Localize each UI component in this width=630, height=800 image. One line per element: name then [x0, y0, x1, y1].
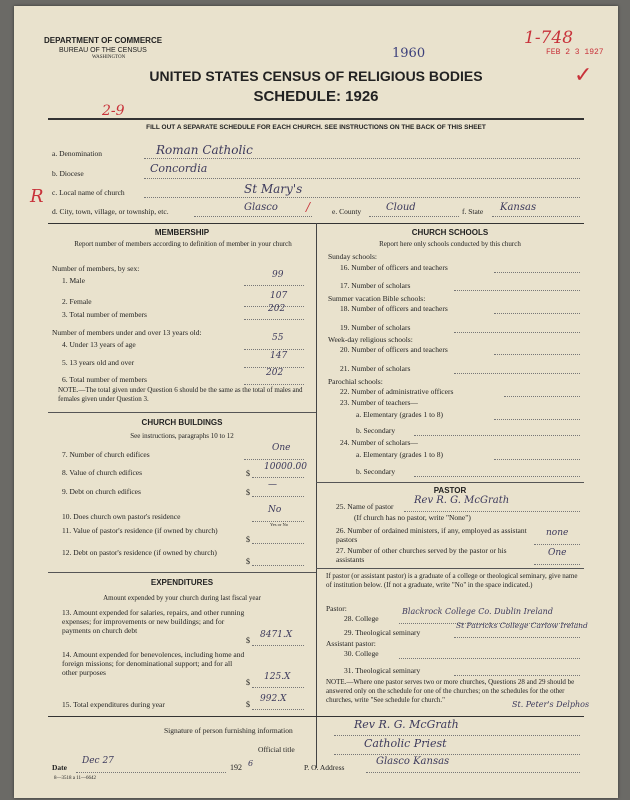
schools-row-16: 16. Number of officers and teachers — [340, 263, 448, 272]
buildings-residence-own-label: 10. Does church own pastor's residence — [62, 512, 181, 521]
pastor-heading: PASTOR — [433, 486, 467, 495]
pastor-name-label: 25. Name of pastor — [336, 502, 394, 511]
buildings-heading: CHURCH BUILDINGS — [141, 418, 223, 427]
department-label: DEPARTMENT OF COMMERCE — [44, 36, 163, 45]
schools-row-21: 21. Number of scholars — [340, 364, 411, 373]
schools-row-19: 19. Number of scholars — [340, 323, 411, 332]
bureau-label: BUREAU OF THE CENSUS — [59, 47, 147, 54]
dollar-sign-9: $ — [246, 488, 250, 497]
schools-row-18: 18. Number of officers and teachers — [340, 304, 448, 313]
field-diocese-value: Concordia — [150, 162, 208, 175]
membership-total6-value: 202 — [266, 368, 284, 378]
expenditures-benevolences-value: 125.X — [264, 672, 291, 682]
pastor-college-value: Blackrock College Co. Dublin Ireland — [402, 607, 553, 616]
pastor-churches-value: One — [548, 548, 567, 558]
handwritten-code: 2-9 — [102, 103, 125, 119]
official-title-value: Catholic Priest — [364, 737, 447, 750]
field-city-label: d. City, town, village, or township, etc. — [52, 207, 169, 216]
schools-row-24: 24. Number of scholars— — [340, 438, 418, 447]
schools-row-23b: b. Secondary — [356, 426, 396, 435]
date-label: Date — [52, 763, 67, 772]
membership-note: NOTE.—The total given under Question 6 should be the same as the total of males and females given under Question 3. — [58, 386, 303, 403]
field-county-value: Cloud — [386, 202, 416, 213]
schools-row-23a: a. Elementary (grades 1 to 8) — [356, 410, 444, 419]
dollar-sign-13: $ — [246, 636, 250, 645]
field-church-name-value: St Mary's — [244, 182, 303, 196]
buildings-edifices-label: 7. Number of church edifices — [62, 450, 150, 459]
field-county-label: e. County — [332, 207, 362, 216]
buildings-debt-label: 9. Debt on church edifices — [62, 487, 141, 496]
schools-row-24a: a. Elementary (grades 1 to 8) — [356, 450, 444, 459]
pastor-name-value: Rev R. G. McGrath — [414, 495, 510, 506]
membership-male-label: 1. Male — [62, 276, 85, 285]
census-schedule-sheet — [14, 6, 618, 798]
washington-label: WASHINGTON — [92, 55, 126, 60]
buildings-value-value: 10000.00 — [264, 462, 307, 472]
dollar-sign-12: $ — [246, 557, 250, 566]
pastor-ministers-value: none — [546, 528, 569, 538]
schools-parochial-label: Parochial schools: — [328, 377, 383, 386]
membership-heading: MEMBERSHIP — [154, 228, 210, 237]
buildings-instruction: See instructions, paragraphs 10 to 12 — [130, 432, 234, 440]
membership-total-label: 3. Total number of members — [62, 310, 147, 319]
expenditures-intro: Amount expended by your church during last fiscal year — [103, 594, 261, 602]
buildings-edifices-value: One — [272, 443, 291, 453]
pastor-graduate-note: If pastor (or assistant pastor) is a graduate of a college or theological seminary, give name of institution below. (If not a graduate, write "No" in the space indicated.) — [326, 572, 578, 589]
schools-sunday-label: Sunday schools: — [328, 252, 377, 261]
schools-row-23: 23. Number of teachers— — [340, 398, 418, 407]
field-denomination-label: a. Denomination — [52, 149, 102, 158]
field-city-value: Glasco — [244, 202, 278, 213]
membership-female-label: 2. Female — [62, 297, 92, 306]
check-mark: ✓ — [574, 62, 593, 87]
signature-value: Rev R. G. McGrath — [354, 718, 459, 731]
assistant-pastor-label: Assistant pastor: — [326, 639, 376, 648]
expenditures-total-value: 992.X — [260, 694, 287, 704]
dollar-sign-14: $ — [246, 678, 250, 687]
buildings-residence-debt-label: 12. Debt on pastor's residence (if owned by church) — [62, 548, 217, 557]
membership-male-value: 99 — [272, 270, 284, 280]
pastor-churches-label: 27. Number of other churches served by the pastor or his assistants — [336, 546, 507, 564]
field-diocese-label: b. Diocese — [52, 169, 84, 178]
assistant-seminary-label: 31. Theological seminary — [344, 666, 421, 675]
expenditures-salaries-value: 8471.X — [260, 630, 293, 640]
membership-sex-label: Number of members, by sex: — [52, 264, 140, 273]
schools-intro: Report here only schools conducted by this church — [379, 240, 521, 248]
schools-heading: CHURCH SCHOOLS — [411, 228, 489, 237]
schools-row-17: 17. Number of scholars — [340, 281, 411, 290]
expenditures-total-label: 15. Total expenditures during year — [62, 700, 165, 709]
buildings-residence-value-label: 11. Value of pastor's residence (if owned by church) — [62, 526, 218, 535]
membership-intro: Report number of members according to definition of member in your church — [74, 240, 292, 248]
date-value: Dec 27 — [82, 756, 114, 766]
stamp-number: 1960 — [392, 46, 426, 61]
city-check-mark: / — [306, 200, 311, 214]
pastor-seminary-value: St Patricks College Carlow Ireland — [456, 621, 588, 630]
dollar-sign-11: $ — [246, 535, 250, 544]
pastor-footnote-handwritten: St. Peter's Delphos — [512, 700, 590, 709]
dollar-sign-15: $ — [246, 700, 250, 709]
page-title: UNITED STATES CENSUS OF RELIGIOUS BODIES — [149, 68, 483, 84]
official-title-label: Official title — [258, 745, 295, 754]
buildings-residence-own-value: No — [268, 505, 282, 515]
address-value: Glasco Kansas — [376, 756, 450, 767]
membership-age-label: Number of members under and over 13 years old: — [52, 328, 202, 337]
dollar-sign-8: $ — [246, 469, 250, 478]
schools-weekday-label: Week-day religious schools: — [328, 335, 413, 344]
schedule-title: SCHEDULE: 1926 — [253, 88, 379, 105]
received-date-stamp: FEB 2 3 1927 — [546, 48, 604, 57]
membership-over13-label: 5. 13 years old and over — [62, 358, 135, 367]
membership-under13-label: 4. Under 13 years of age — [62, 340, 136, 349]
membership-total6-label: 6. Total number of members — [62, 375, 147, 384]
membership-under13-value: 55 — [272, 333, 284, 343]
pastor-name-note: (If church has no pastor, write "None") — [354, 513, 471, 522]
expenditures-salaries-label: 13. Amount expended for salaries, repairs, and other running expenses; for improvements or new buildings; and for payments on church debt — [62, 608, 245, 635]
schools-row-24b: b. Secondary — [356, 467, 396, 476]
column-divider — [316, 223, 317, 768]
signature-label: Signature of person furnishing information — [164, 726, 293, 735]
buildings-debt-value: — — [268, 480, 277, 490]
pastor-footnote: NOTE.—Where one pastor serves two or more churches, Questions 28 and 29 should be answered only on the schedule for one of the churches; on the schedules for the other churches, write "See schedule for church." — [326, 678, 575, 704]
field-state-value: Kansas — [500, 202, 537, 213]
year-prefix: 192 — [230, 763, 242, 772]
margin-mark-r: R — [30, 186, 44, 207]
buildings-value-label: 8. Value of church edifices — [62, 468, 143, 477]
pastor-seminary-label: 29. Theological seminary — [344, 628, 421, 637]
pastor-ministers-label: 26. Number of ordained ministers, if any, employed as assistant pastors — [336, 526, 527, 544]
form-number: 8—3518 a 11—6642 — [54, 776, 97, 781]
pastor-college-label: 28. College — [344, 614, 379, 623]
assistant-college-label: 30. College — [344, 649, 379, 658]
schools-row-22: 22. Number of administrative officers — [340, 387, 454, 396]
pastor-sub-label: Pastor: — [326, 604, 347, 613]
yes-no-caption: Yes or No — [270, 522, 289, 527]
field-church-name-label: c. Local name of church — [52, 188, 125, 197]
membership-total-value: 202 — [268, 304, 286, 314]
membership-female-value: 107 — [270, 291, 288, 301]
schools-summer-label: Summer vacation Bible schools: — [328, 294, 426, 303]
form-id-handwritten: 1-748 — [524, 28, 574, 48]
address-label: P. O. Address — [304, 763, 345, 772]
instruction-line: FILL OUT A SEPARATE SCHEDULE FOR EACH CHURCH. SEE INSTRUCTIONS ON THE BACK OF THIS SHEET — [146, 124, 486, 131]
membership-over13-value: 147 — [270, 351, 288, 361]
expenditures-benevolences-label: 14. Amount expended for benevolences, including home and foreign missions; for denominational support; and for all other purposes — [62, 650, 245, 677]
year-suffix: 6 — [248, 759, 254, 768]
field-state-label: f. State — [462, 207, 484, 216]
schools-row-20: 20. Number of officers and teachers — [340, 345, 448, 354]
expenditures-heading: EXPENDITURES — [150, 578, 214, 587]
field-denomination-value: Roman Catholic — [156, 143, 253, 157]
